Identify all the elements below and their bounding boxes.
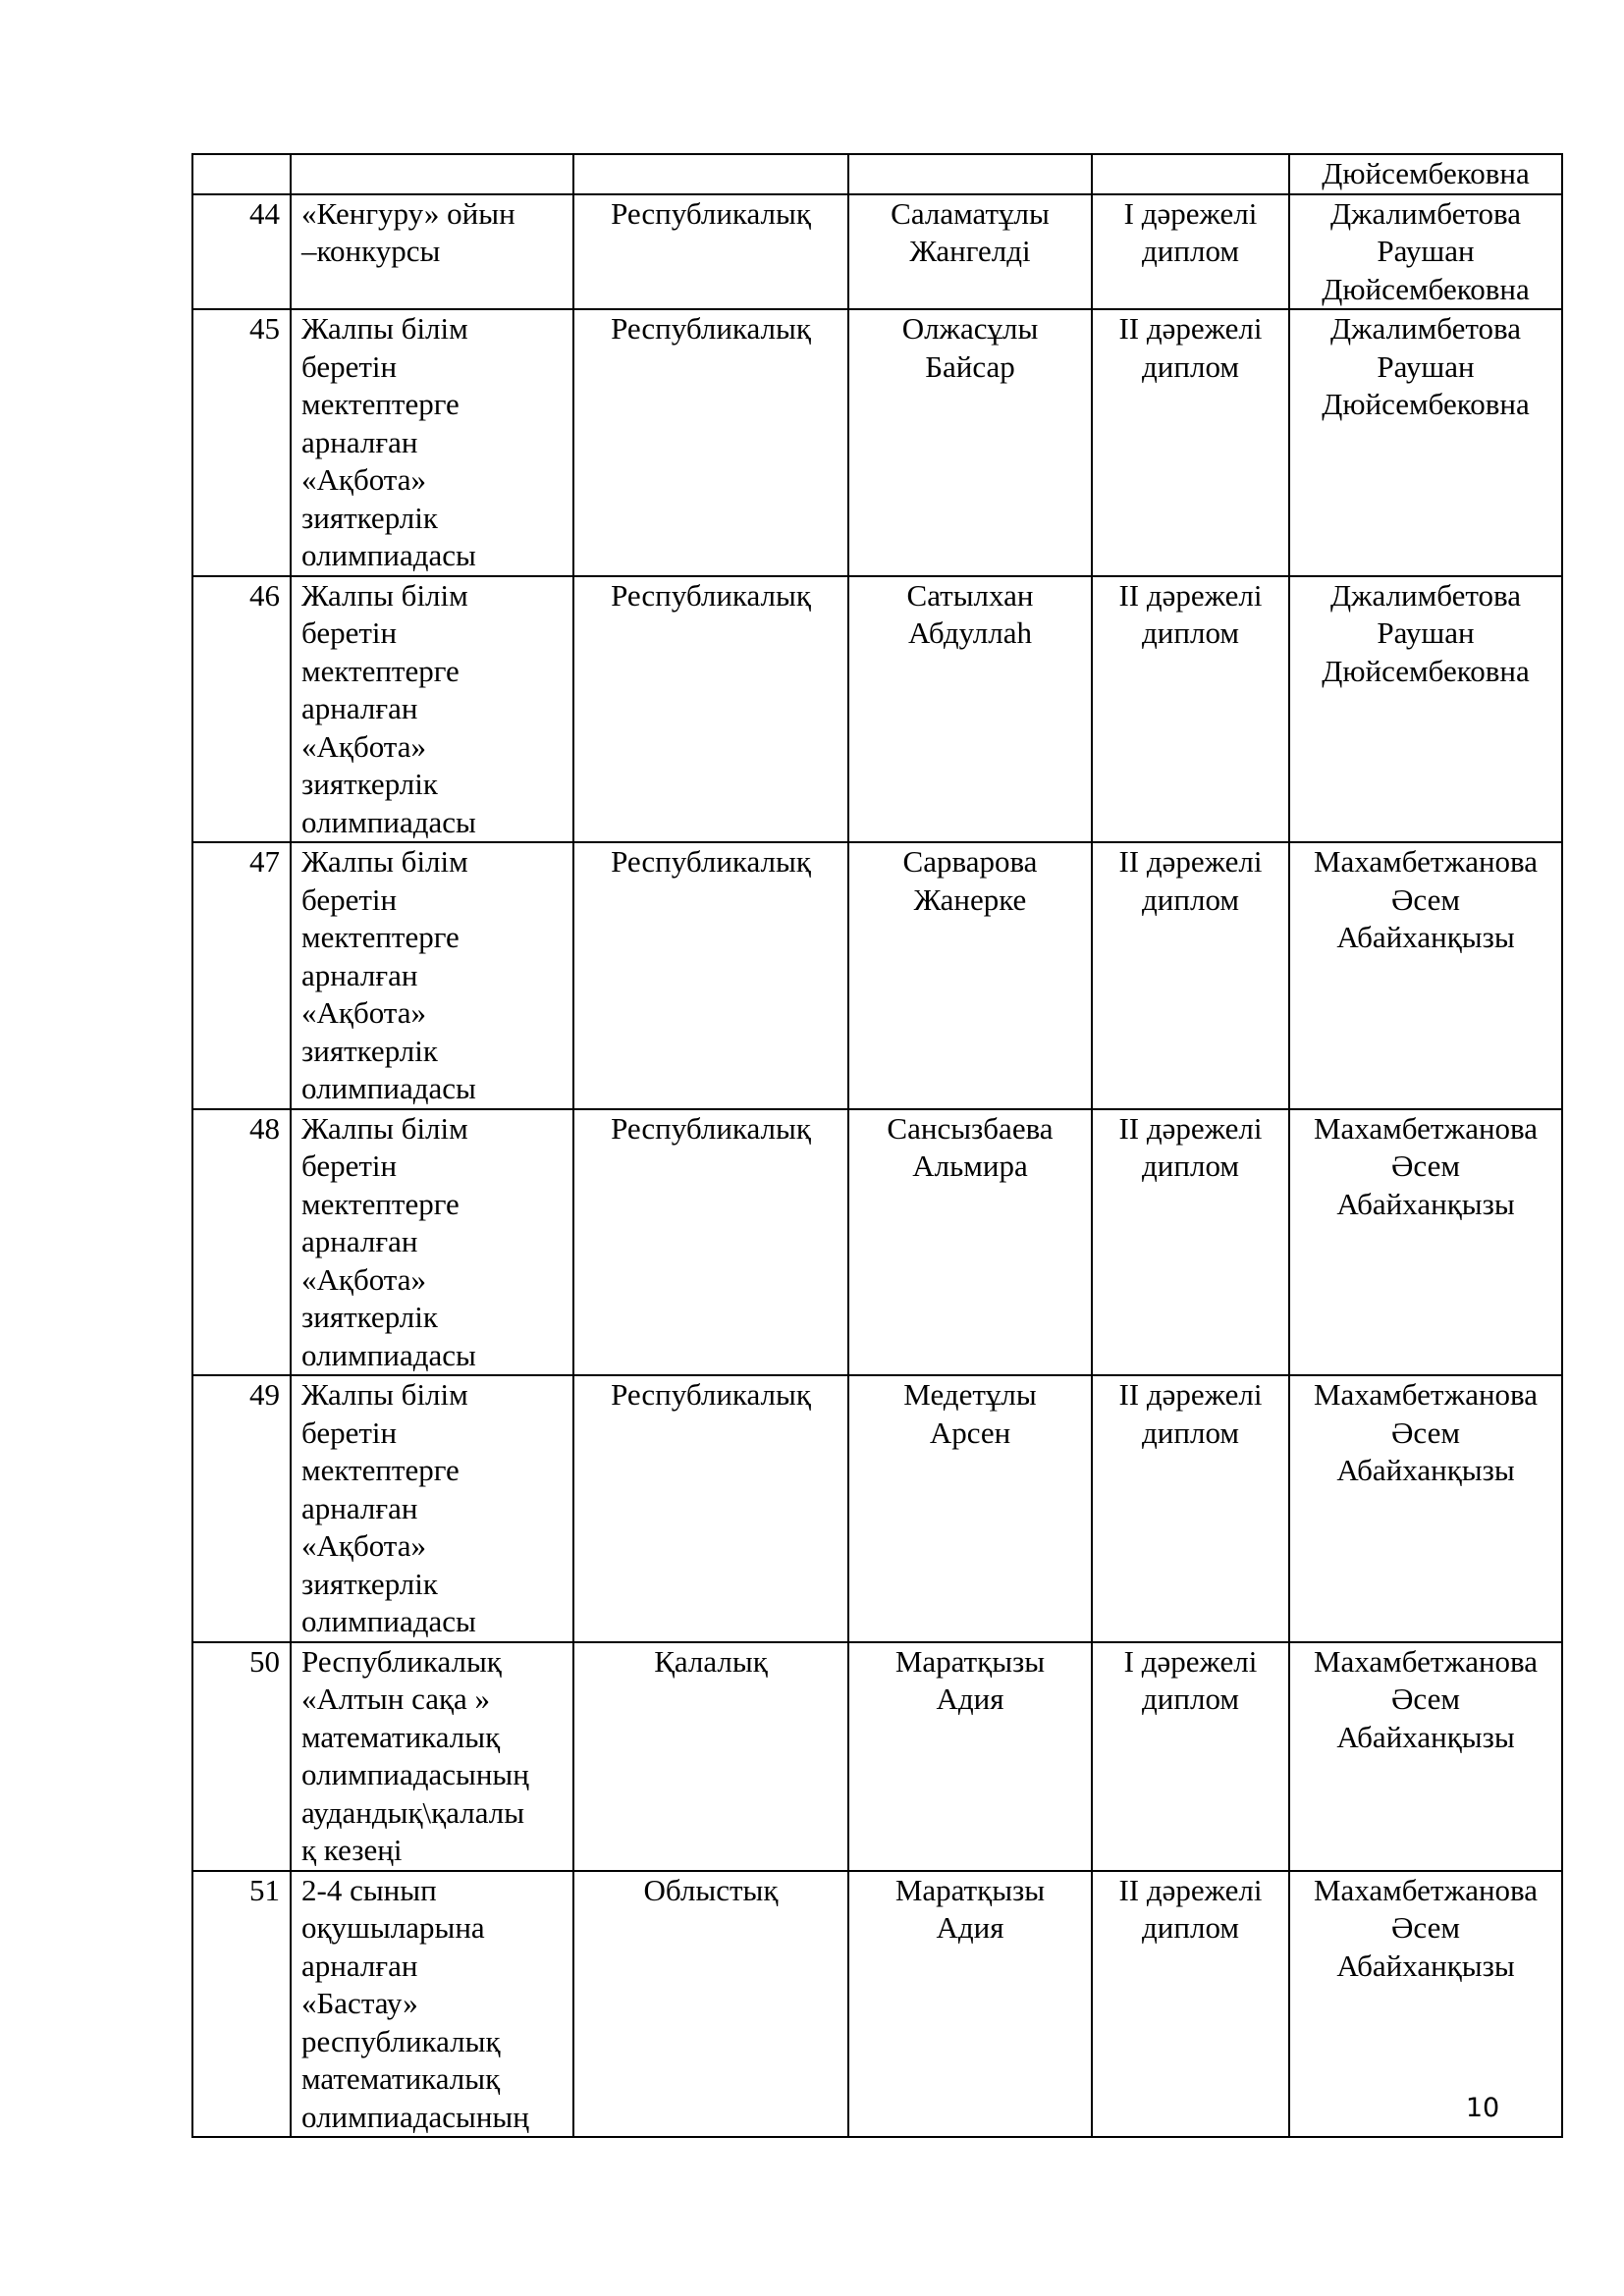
teacher-cell: Джалимбетова Раушан Дюйсембековна bbox=[1289, 309, 1562, 576]
competition-name-cell: Республикалық «Алтын сақа » математикалық олимпиадасының аудандық\қалалы қ кезеңі bbox=[291, 1642, 573, 1871]
table-row bbox=[192, 842, 1562, 1109]
page-number: 10 bbox=[1465, 2093, 1500, 2123]
table-row bbox=[192, 576, 1562, 843]
award-cell: II дәрежелі диплом bbox=[1092, 576, 1289, 843]
teacher-cell: Махамбетжанова Әсем Абайханқызы bbox=[1289, 842, 1562, 1109]
competition-name-cell: 2-4 сынып оқушыларына арналған «Бастау» республикалық математикалық олимпиадасының bbox=[291, 1871, 573, 2138]
table-row bbox=[192, 309, 1562, 576]
results-table bbox=[191, 153, 1563, 2138]
row-number-cell: 46 bbox=[192, 576, 291, 843]
row-number-cell: 51 bbox=[192, 1871, 291, 2138]
teacher-cell: Джалимбетова Раушан Дюйсембековна bbox=[1289, 194, 1562, 310]
award-cell: II дәрежелі диплом bbox=[1092, 1109, 1289, 1376]
table-row bbox=[192, 1375, 1562, 1642]
award-cell: I дәрежелі диплом bbox=[1092, 194, 1289, 310]
table-row bbox=[192, 1642, 1562, 1871]
student-cell: Сарварова Жанерке bbox=[848, 842, 1092, 1109]
row-number-cell: 48 bbox=[192, 1109, 291, 1376]
table-row bbox=[192, 1109, 1562, 1376]
teacher-cell: Дюйсембековна bbox=[1289, 154, 1562, 194]
award-cell: II дәрежелі диплом bbox=[1092, 842, 1289, 1109]
competition-name-cell bbox=[291, 154, 573, 194]
teacher-cell: Махамбетжанова Әсем Абайханқызы bbox=[1289, 1109, 1562, 1376]
level-cell: Қалалық bbox=[573, 1642, 848, 1871]
table-row bbox=[192, 194, 1562, 310]
row-number-cell: 50 bbox=[192, 1642, 291, 1871]
table-row bbox=[192, 154, 1562, 194]
student-cell: Маратқызы Адия bbox=[848, 1642, 1092, 1871]
row-number-cell bbox=[192, 154, 291, 194]
award-cell bbox=[1092, 154, 1289, 194]
student-cell: Сатылхан Абдуллаһ bbox=[848, 576, 1092, 843]
student-cell: Медетұлы Арсен bbox=[848, 1375, 1092, 1642]
competition-name-cell: «Кенгуру» ойын –конкурсы bbox=[291, 194, 573, 310]
competition-name-cell: Жалпы білім беретін мектептерге арналған «Ақбота» зияткерлік олимпиадасы bbox=[291, 1375, 573, 1642]
teacher-cell: Махамбетжанова Әсем Абайханқызы bbox=[1289, 1375, 1562, 1642]
level-cell: Республикалық bbox=[573, 194, 848, 310]
level-cell: Республикалық bbox=[573, 309, 848, 576]
level-cell: Республикалық bbox=[573, 576, 848, 843]
level-cell: Республикалық bbox=[573, 1109, 848, 1376]
student-cell: Маратқызы Адия bbox=[848, 1871, 1092, 2138]
competition-name-cell: Жалпы білім беретін мектептерге арналған «Ақбота» зияткерлік олимпиадасы bbox=[291, 309, 573, 576]
level-cell: Облыстық bbox=[573, 1871, 848, 2138]
award-cell: II дәрежелі диплом bbox=[1092, 309, 1289, 576]
row-number-cell: 47 bbox=[192, 842, 291, 1109]
award-cell: I дәрежелі диплом bbox=[1092, 1642, 1289, 1871]
competition-name-cell: Жалпы білім беретін мектептерге арналған «Ақбота» зияткерлік олимпиадасы bbox=[291, 1109, 573, 1376]
teacher-cell: Джалимбетова Раушан Дюйсембековна bbox=[1289, 576, 1562, 843]
teacher-cell: Махамбетжанова Әсем Абайханқызы bbox=[1289, 1642, 1562, 1871]
student-cell: Саламатұлы Жангелді bbox=[848, 194, 1092, 310]
level-cell: Республикалық bbox=[573, 1375, 848, 1642]
level-cell: Республикалық bbox=[573, 842, 848, 1109]
row-number-cell: 44 bbox=[192, 194, 291, 310]
competition-name-cell: Жалпы білім беретін мектептерге арналған «Ақбота» зияткерлік олимпиадасы bbox=[291, 842, 573, 1109]
student-cell: Сансызбаева Альмира bbox=[848, 1109, 1092, 1376]
competition-name-cell: Жалпы білім беретін мектептерге арналған «Ақбота» зияткерлік олимпиадасы bbox=[291, 576, 573, 843]
row-number-cell: 49 bbox=[192, 1375, 291, 1642]
award-cell: II дәрежелі диплом bbox=[1092, 1871, 1289, 2138]
award-cell: II дәрежелі диплом bbox=[1092, 1375, 1289, 1642]
student-cell: Олжасұлы Байсар bbox=[848, 309, 1092, 576]
row-number-cell: 45 bbox=[192, 309, 291, 576]
level-cell bbox=[573, 154, 848, 194]
table-row bbox=[192, 1871, 1562, 2138]
student-cell bbox=[848, 154, 1092, 194]
teacher-cell: Махамбетжанова Әсем Абайханқызы bbox=[1289, 1871, 1562, 2138]
